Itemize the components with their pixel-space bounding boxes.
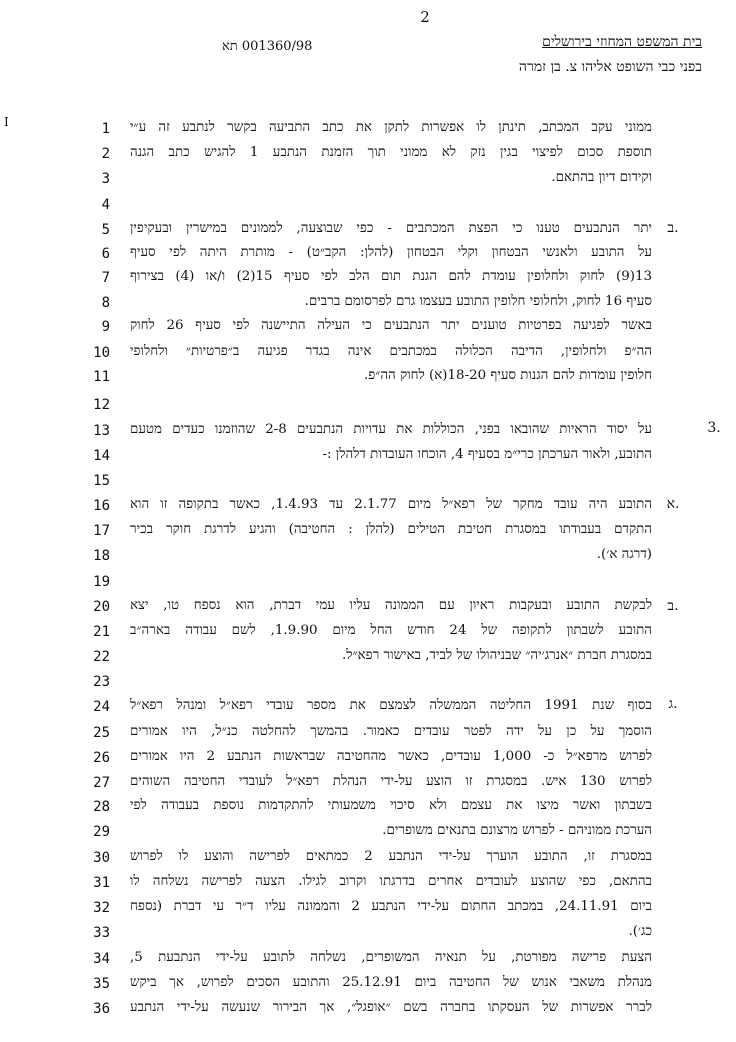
body-line: (דרגה א׳).: [596, 547, 652, 562]
court-name: בית המשפט המחוזי בירושלים: [542, 34, 702, 50]
line-number: 36: [93, 1001, 110, 1017]
body-line: הוסמך על כן על ידה לפטר עובדים כאמור. בהמשך להחלטה כנ״ל, היו אמורים: [130, 724, 652, 739]
body-line: לפרוש מרפא״ל כ- 1,000 עובדים, כאשר מהחטיבה שבראשות הנתבע 2 היו אמורים: [130, 749, 652, 764]
body-line: בשבתון ואשר מיצו את עצמם ולא סיכוי משמעותי להתקדמות נוספת בעבודה לפי: [130, 798, 652, 813]
body-line: לבקשת התובע ובעקבות ראיון עם הממונה עליו עמי דברת, הוא נספח טו, יצא: [130, 598, 652, 613]
section-marker-g: ג.: [668, 696, 678, 712]
line-number: 5: [101, 222, 110, 238]
line-number: 25: [93, 725, 110, 741]
line-number: 29: [93, 824, 110, 840]
page-number: 2: [420, 8, 430, 26]
line-number: 2: [101, 146, 110, 162]
line-number: 32: [93, 900, 110, 916]
body-line: הערכת ממוניהם - לפרוש מרצונם בתנאים משופרים.: [382, 823, 652, 838]
section-marker-3: 3.: [707, 420, 721, 436]
line-number: 35: [93, 976, 110, 992]
body-line: וקידום דיון בהתאם.: [551, 170, 652, 185]
line-number: 23: [93, 674, 110, 690]
body-line: התקדם בעבודתו במסגרת חטיבת הטילים (להלן : החטיבה) והגיע לדרגת חוקר בכיר: [130, 522, 652, 537]
section-marker-b: ב.: [667, 220, 679, 236]
body-line: חלופין עומדות להם הגנות סעיף 18-20(א) לחוק הה״פ.: [363, 368, 652, 383]
body-line: מנהלת משאבי אנוש של החטיבה ביום 25.12.91 והתובע הסכים לפרוש, אך ביקש: [130, 975, 652, 990]
line-number: 12: [93, 397, 110, 413]
line-number: 4: [101, 197, 110, 213]
line-number: 17: [93, 523, 110, 539]
body-line: על יסוד הראיות שהובאו בפני, הכוללות את עדויות הנתבעים 2-8 שהוזמנו כעדים מטעם: [130, 422, 652, 437]
line-number: 21: [93, 624, 110, 640]
line-number: 28: [93, 799, 110, 815]
body-line: התובע היה עובד מחקר של רפא״ל מיום 2.1.77 עד 1.4.93, כאשר בתקופה זו הוא: [130, 497, 652, 512]
line-number: 14: [93, 448, 110, 464]
body-line: 13(9) לחוק ולחלופין עומדת להם הגנת תום הלב לפי סעיף 15(2) ו/או (4) בצירוף: [130, 269, 652, 284]
line-number: 16: [93, 498, 110, 514]
body-line: תוספת סכום לפיצוי בגין נזק לא ממוני תוך הזמנת הנתבע 1 להגיש כתב הגנה: [130, 145, 652, 160]
line-number: 19: [93, 574, 110, 590]
body-line: במסגרת זו, התובע הוערך על-ידי הנתבע 2 כמתאים לפרישה והוצע לו לפרוש: [130, 849, 652, 864]
body-line: על התובע ולאנשי הבטחון וקלי הבטחון (להלן: הקב״ט) - מותרת היתה לפי סעיף: [130, 245, 652, 260]
line-number: 11: [93, 369, 110, 385]
body-line: ביום 24.11.91, במכתב החתום על-ידי הנתבע 2 והממונה עליו ד״ר עי דברת (נספח: [130, 899, 652, 914]
line-number: 22: [93, 649, 110, 665]
body-line: יתר הנתבעים טענו כי הפצת המכתבים - כפי שבוצעה, לממונים במישרין ובעקיפין: [130, 221, 652, 236]
line-number: 34: [93, 951, 110, 967]
line-number: 3: [101, 171, 110, 187]
line-number: 13: [93, 423, 110, 439]
margin-mark: I: [4, 115, 9, 129]
line-number: 33: [93, 925, 110, 941]
line-number: 24: [93, 699, 110, 715]
line-number: 9: [101, 319, 110, 335]
body-line: התובע, ולאור הערכתן כרי״מ בסעיף 4, הוכחו העובדות דלהלן :-: [322, 447, 652, 462]
line-number: 1: [101, 121, 110, 137]
body-line: לברר אפשרות של העסקתו בחברה בשם ״אופגל״, אך הבירור שנעשה על-ידי הנתבע: [130, 1000, 652, 1015]
body-line: הה״פ ולחלופין, הדיבה הכלולה במכתבים אינה בגדר פגיעה ב״פרטיות״ ולחלופי: [130, 344, 652, 359]
section-marker-a: א.: [666, 496, 680, 512]
body-line: התובע לשבתון לתקופה של 24 חודש החל מיום 1.9.90, לשם עבודה בארה״ב: [130, 623, 652, 638]
line-number: 26: [93, 750, 110, 766]
line-number: 27: [93, 775, 110, 791]
line-number: 6: [101, 246, 110, 262]
line-number: 15: [93, 473, 110, 489]
section-marker-b2: ב.: [667, 598, 679, 614]
line-number: 7: [101, 270, 110, 286]
body-line: סעיף 16 לחוק, ולחלופי חלופין התובע בעצמו גרם לפרסומם ברבים.: [304, 294, 652, 309]
line-number: 10: [93, 345, 110, 361]
line-number: 20: [93, 599, 110, 615]
line-number: 18: [93, 548, 110, 564]
line-number: 31: [93, 875, 110, 891]
case-number: 001360/98 תא: [222, 39, 313, 54]
body-line: באשר לפגיעה בפרטיות טוענים יתר הנתבעים כי העילה התיישנה לפי סעיף 26 לחוק: [130, 318, 652, 333]
body-line: לפרוש 130 איש. במסגרת זו הוצע על-ידי הנהלת רפא״ל לעובדי החטיבה השוהים: [130, 774, 652, 789]
line-number: 8: [101, 295, 110, 311]
body-line: כג׳).: [628, 924, 652, 939]
line-number: 30: [93, 850, 110, 866]
body-line: במסגרת חברת ״אנרג׳יה״ שבניהולו של לביד, באישור רפא״ל.: [342, 648, 652, 663]
body-line: הצעת פרישה מפורטת, על תנאיה המשופרים, נשלחה לתובע על-ידי הנתבעת 5,: [130, 950, 652, 965]
body-line: בהתאם, כפי שהוצע לעובדים אחרים בדרגתו וקרוב לגילו. הצעה לפרישה נשלחה לו: [130, 874, 652, 889]
judge-line: בפני כבי השופט אליהו צ. בן זמרה: [518, 59, 702, 75]
body-line: ממוני עקב המכתב, תינתן לו אפשרות לתקן את כתב התביעה בקשר לנתבע זה ע״י: [130, 120, 652, 135]
body-line: בסוף שנת 1991 החליטה הממשלה לצמצם את מספר עובדי רפא״ל ומנהל רפא״ל: [130, 698, 652, 713]
